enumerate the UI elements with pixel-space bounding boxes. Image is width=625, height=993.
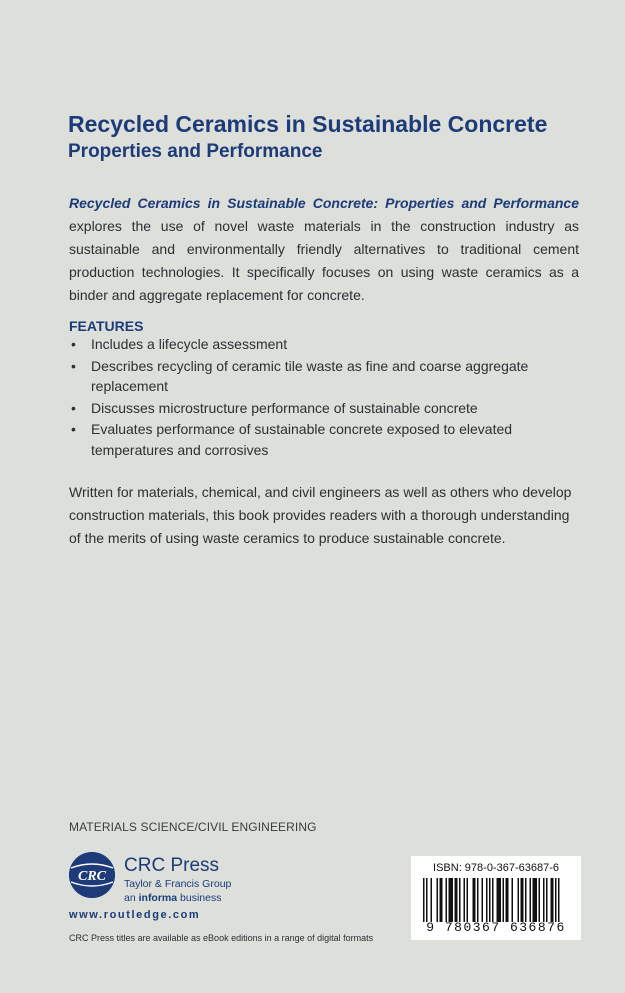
business-prefix: an xyxy=(124,892,139,904)
barcode-bar xyxy=(446,878,448,922)
barcode-bar xyxy=(546,878,548,922)
crc-logo-graphic xyxy=(69,852,115,898)
description-body: explores the use of novel waste materials in the construction industry as sustainable and environmentally friendly alternatives to traditional cement production technologies. It specifically focuses on using waste ceramics as a binder and aggregate replacement for concrete. xyxy=(69,218,579,303)
book-subtitle: Properties and Performance xyxy=(68,141,323,162)
barcode-bar xyxy=(437,878,439,922)
barcode-bar xyxy=(431,878,433,922)
barcode-bar xyxy=(551,878,554,922)
feature-text: Describes recycling of ceramic tile waste as fine and coarse aggregate replacement xyxy=(91,357,529,394)
barcode-icon xyxy=(419,878,573,922)
publisher-business xyxy=(124,892,221,905)
feature-text: Includes a lifecycle assessment xyxy=(91,336,288,352)
barcode-bar xyxy=(521,878,524,922)
barcode-bar xyxy=(530,878,532,922)
barcode-digits: 9 780367 636876 xyxy=(426,920,566,935)
barcode-box xyxy=(411,856,581,940)
barcode-bar xyxy=(449,878,454,922)
barcode-bar xyxy=(489,878,491,922)
bullet-icon: • xyxy=(71,399,76,416)
barcode-bar xyxy=(423,878,425,922)
book-description xyxy=(69,192,579,307)
barcode-bar xyxy=(492,878,494,922)
bullet-icon: • xyxy=(71,357,76,374)
barcode-bar xyxy=(464,878,466,922)
barcode-bar xyxy=(525,878,527,922)
isbn-label: ISBN: 978-0-367-63687-6 xyxy=(433,862,559,874)
bullet-icon: • xyxy=(71,421,76,437)
publisher-group: Taylor & Francis Group xyxy=(124,878,232,890)
barcode-bar xyxy=(477,878,479,922)
business-suffix: business xyxy=(177,892,222,904)
business-bold: informa xyxy=(138,892,178,904)
barcode-bar xyxy=(482,878,484,922)
logo-text: CRC xyxy=(77,869,107,884)
barcode-bar xyxy=(512,878,514,922)
barcode-bar xyxy=(503,878,505,922)
barcode-bar xyxy=(473,878,476,922)
subject-category: MATERIALS SCIENCE/CIVIL ENGINEERING xyxy=(69,820,317,834)
feature-text: Discusses microstructure performance of sustainable concrete xyxy=(91,399,478,416)
barcode-bar xyxy=(497,878,502,922)
feature-item xyxy=(69,356,579,397)
barcode-bar xyxy=(543,878,545,922)
book-title: Recycled Ceramics in Sustainable Concrete xyxy=(68,111,548,137)
barcode-bar xyxy=(459,878,461,922)
barcode-bar xyxy=(555,878,557,922)
publisher-name: CRC Press xyxy=(124,855,220,876)
bullet-icon: • xyxy=(71,336,76,352)
closing-paragraph: Written for materials, chemical, and civil engineers as well as others who develop construction materials, this book provides readers with a thorough understanding of the merits of using waste ceramics to produce sustainable concrete. xyxy=(69,484,572,546)
barcode-bar xyxy=(518,878,520,922)
features-list xyxy=(69,334,579,461)
barcode-bar xyxy=(455,878,458,922)
feature-text: Evaluates performance of sustainable concrete exposed to elevated temperatures and corrosives xyxy=(91,421,513,458)
barcode-bar xyxy=(558,878,560,922)
ebook-note: CRC Press titles are available as eBook editions in a range of digital formats xyxy=(69,933,374,943)
barcode-bar xyxy=(539,878,541,922)
feature-item xyxy=(69,419,579,460)
description-title: Recycled Ceramics in Sustainable Concrete: Properties and Performance xyxy=(69,195,579,211)
barcode-bar xyxy=(486,878,488,922)
barcode-bar xyxy=(533,878,538,922)
features-heading: FEATURES xyxy=(69,318,144,334)
barcode-bar xyxy=(506,878,509,922)
feature-item xyxy=(69,334,579,355)
crc-logo-icon xyxy=(69,852,115,898)
publisher-url[interactable]: www.routledge.com xyxy=(69,909,201,921)
feature-item xyxy=(69,398,579,419)
barcode-bar xyxy=(426,878,428,922)
barcode-bar xyxy=(467,878,469,922)
barcode-bar xyxy=(440,878,443,922)
